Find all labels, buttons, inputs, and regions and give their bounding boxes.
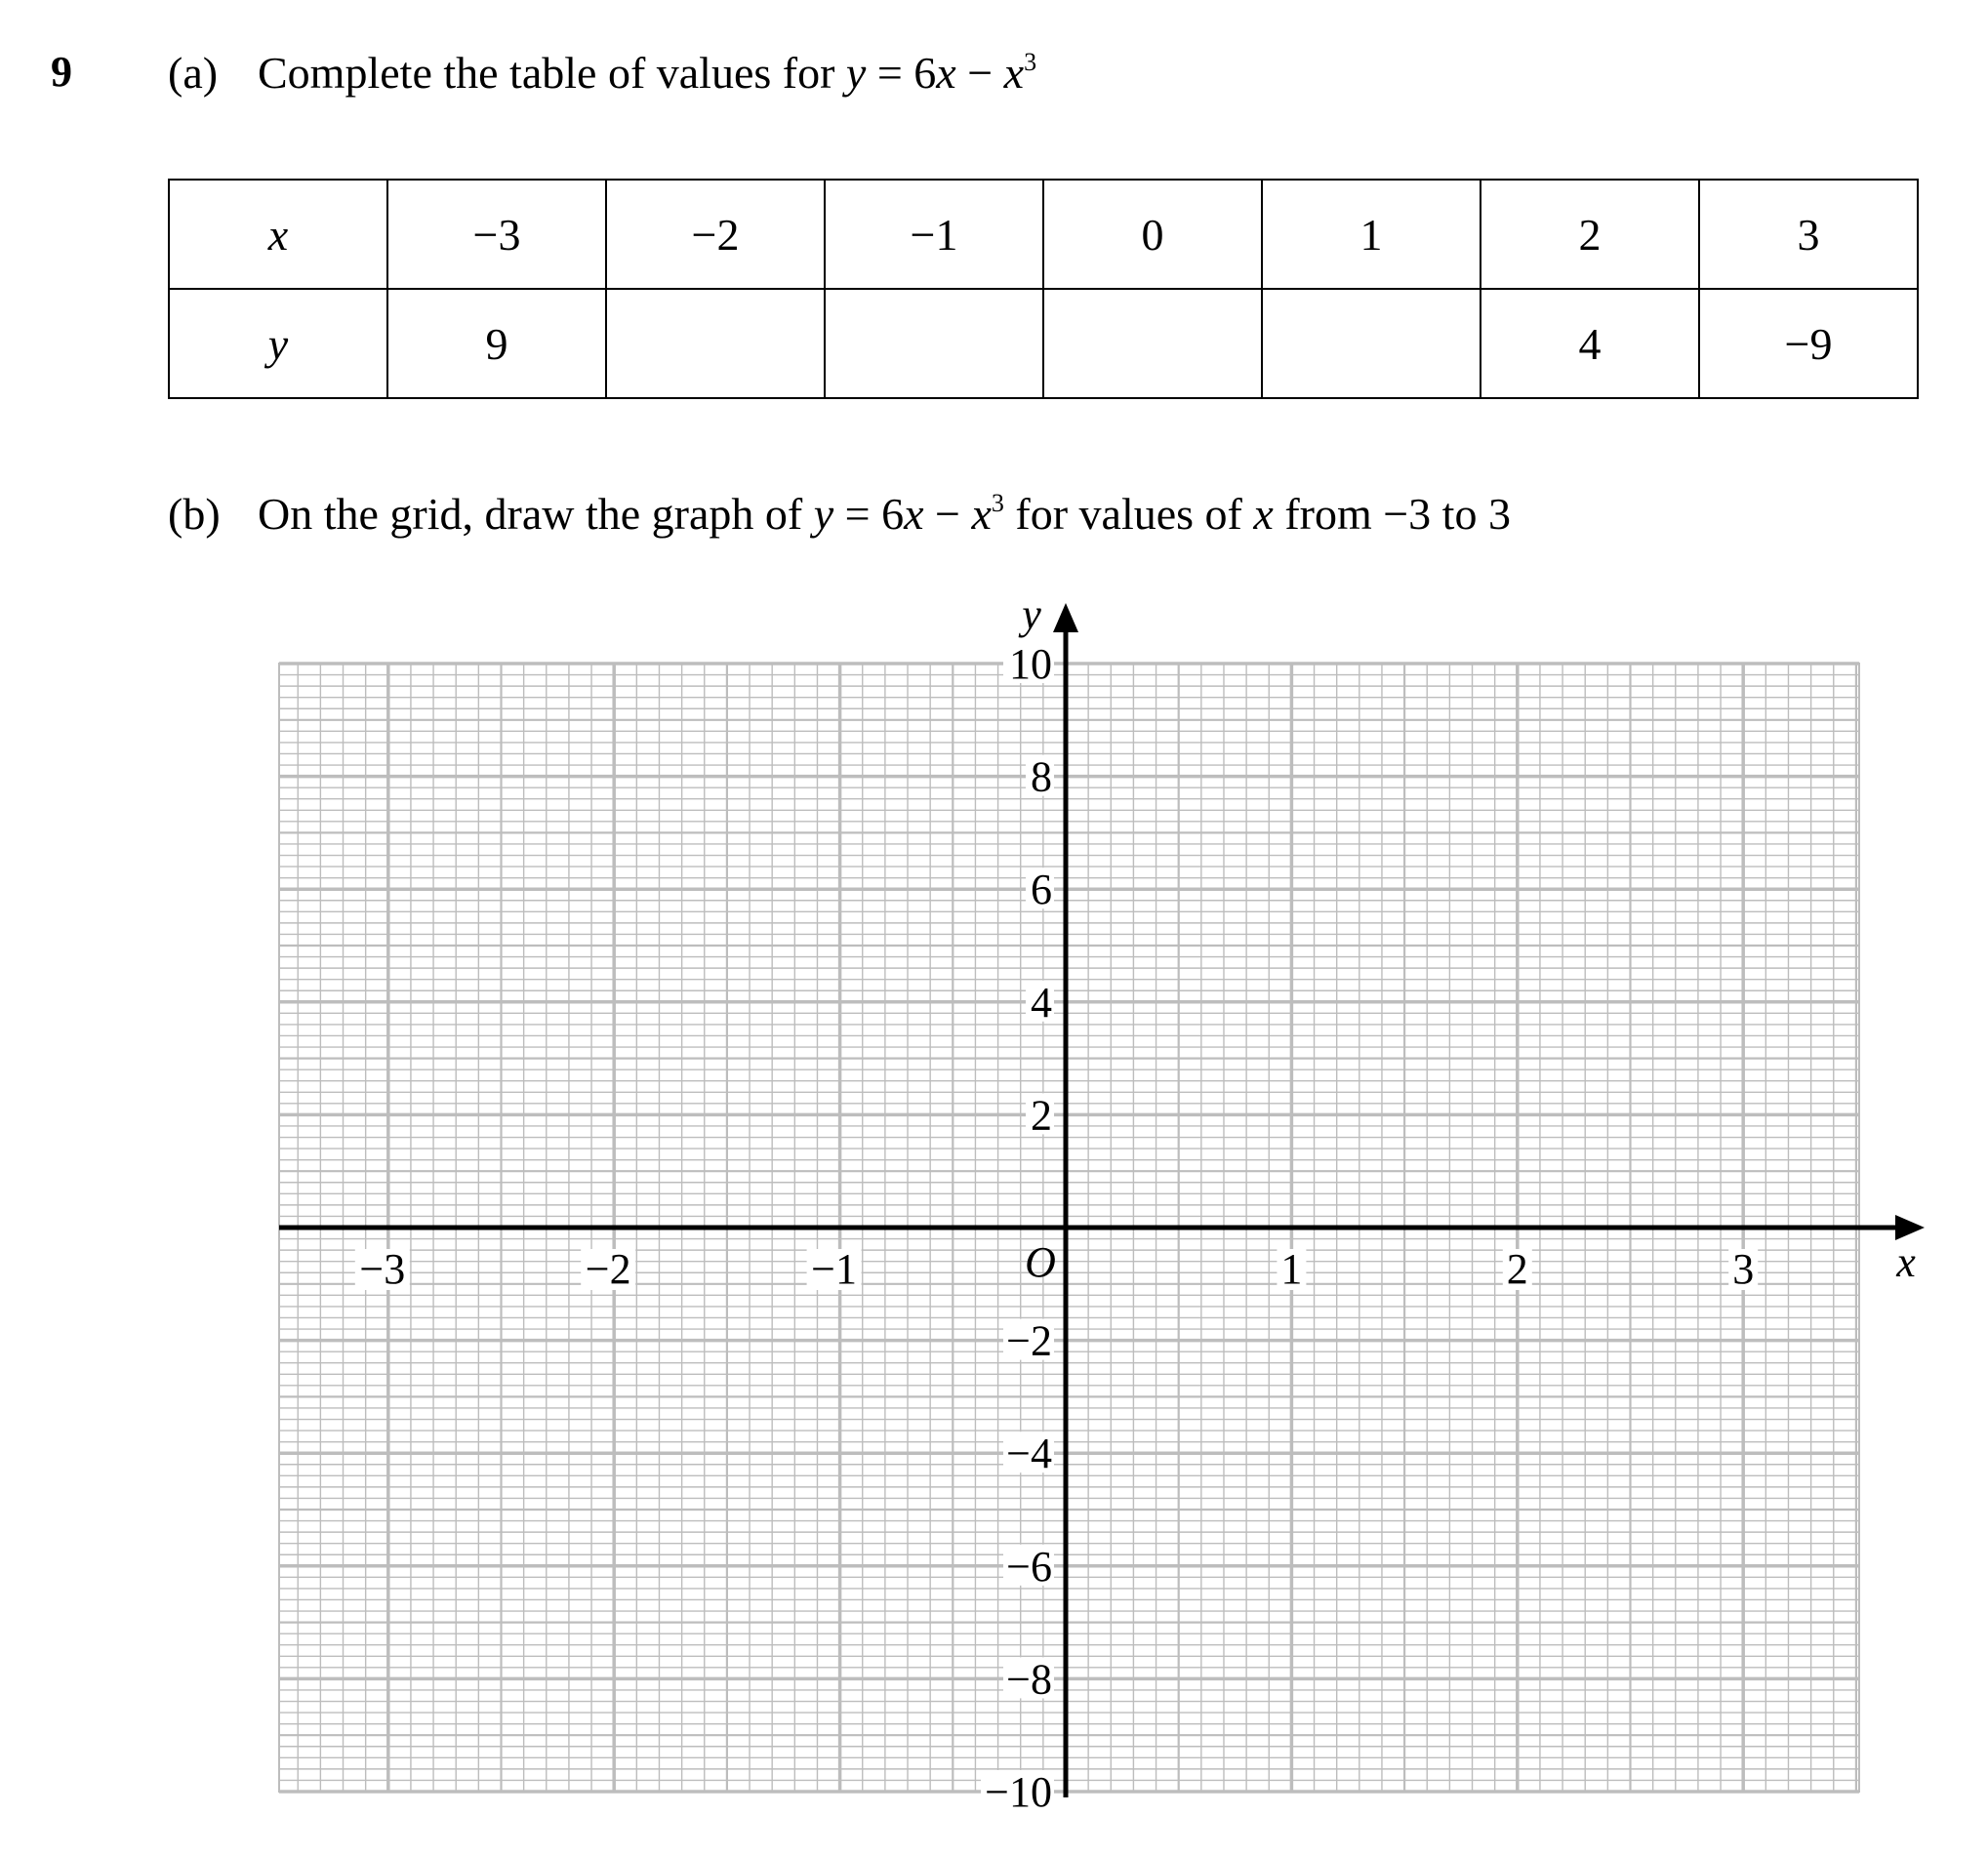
x-tick-label: −3 xyxy=(359,1245,406,1293)
x-tick-label: −2 xyxy=(585,1245,631,1293)
part-b-text-after: for values of xyxy=(1003,489,1254,539)
part-b-label: (b) xyxy=(168,489,221,539)
table-cell-x: 3 xyxy=(1699,180,1918,289)
table-cell-x: 2 xyxy=(1481,180,1699,289)
part-a-text: Complete the table of values for xyxy=(258,48,835,98)
y-tick-label: 10 xyxy=(1009,640,1052,688)
eq-x1: x xyxy=(936,48,956,98)
table-cell-x: −1 xyxy=(825,180,1043,289)
eq-x2: x xyxy=(1003,48,1025,98)
part-b-text: On the grid, draw the graph of xyxy=(258,489,803,539)
table-cell-y[interactable]: 9 xyxy=(387,289,606,398)
part-b-range: from −3 to 3 xyxy=(1273,489,1511,539)
y-tick-label: −4 xyxy=(1006,1430,1052,1478)
table-cell-y[interactable]: −9 xyxy=(1699,289,1918,398)
y-tick-label: 4 xyxy=(1031,978,1052,1027)
x-axis-label: x xyxy=(1896,1238,1916,1286)
table-cell-x: −2 xyxy=(606,180,825,289)
x-tick-label: 1 xyxy=(1280,1245,1303,1293)
eq-mid: = 6 xyxy=(866,48,937,98)
y-tick-label: −2 xyxy=(1006,1316,1052,1365)
y-tick-label: −8 xyxy=(1006,1655,1052,1704)
origin-label: O xyxy=(1025,1238,1056,1286)
x-tick-label: 2 xyxy=(1506,1245,1528,1293)
table-cell-x: 1 xyxy=(1262,180,1481,289)
x-axis-arrow-icon xyxy=(1895,1215,1925,1240)
y-tick-label: −6 xyxy=(1006,1542,1052,1591)
tick-labels xyxy=(355,590,1916,1816)
part-b-x: x xyxy=(1253,489,1274,539)
x-tick-label: −1 xyxy=(811,1245,858,1293)
table-header-x: x xyxy=(169,180,387,289)
table-cell-x: 0 xyxy=(1043,180,1262,289)
axes xyxy=(279,603,1925,1797)
x-tick-label: 3 xyxy=(1732,1245,1755,1293)
eq-y: y xyxy=(813,489,834,539)
y-tick-label: 2 xyxy=(1031,1091,1052,1140)
table-cell-x: −3 xyxy=(387,180,606,289)
y-tick-label: −10 xyxy=(985,1768,1052,1816)
eq-x1: x xyxy=(904,489,924,539)
eq-mid: = 6 xyxy=(833,489,905,539)
eq-x2: x xyxy=(971,489,992,539)
y-tick-label: 6 xyxy=(1031,866,1052,914)
eq-y: y xyxy=(845,48,867,98)
part-a-label: (a) xyxy=(168,48,219,98)
eq-minus: − xyxy=(955,48,1004,98)
table-header-y: y xyxy=(169,289,387,398)
eq-exponent: 3 xyxy=(991,489,1004,517)
question-number: 9 xyxy=(51,48,72,96)
y-tick-label: 8 xyxy=(1031,752,1052,801)
y-axis-label: y xyxy=(1022,590,1041,638)
y-axis-arrow-icon xyxy=(1053,603,1078,632)
eq-exponent: 3 xyxy=(1024,48,1037,76)
eq-minus: − xyxy=(923,489,972,539)
table-cell-y[interactable]: 4 xyxy=(1481,289,1699,398)
